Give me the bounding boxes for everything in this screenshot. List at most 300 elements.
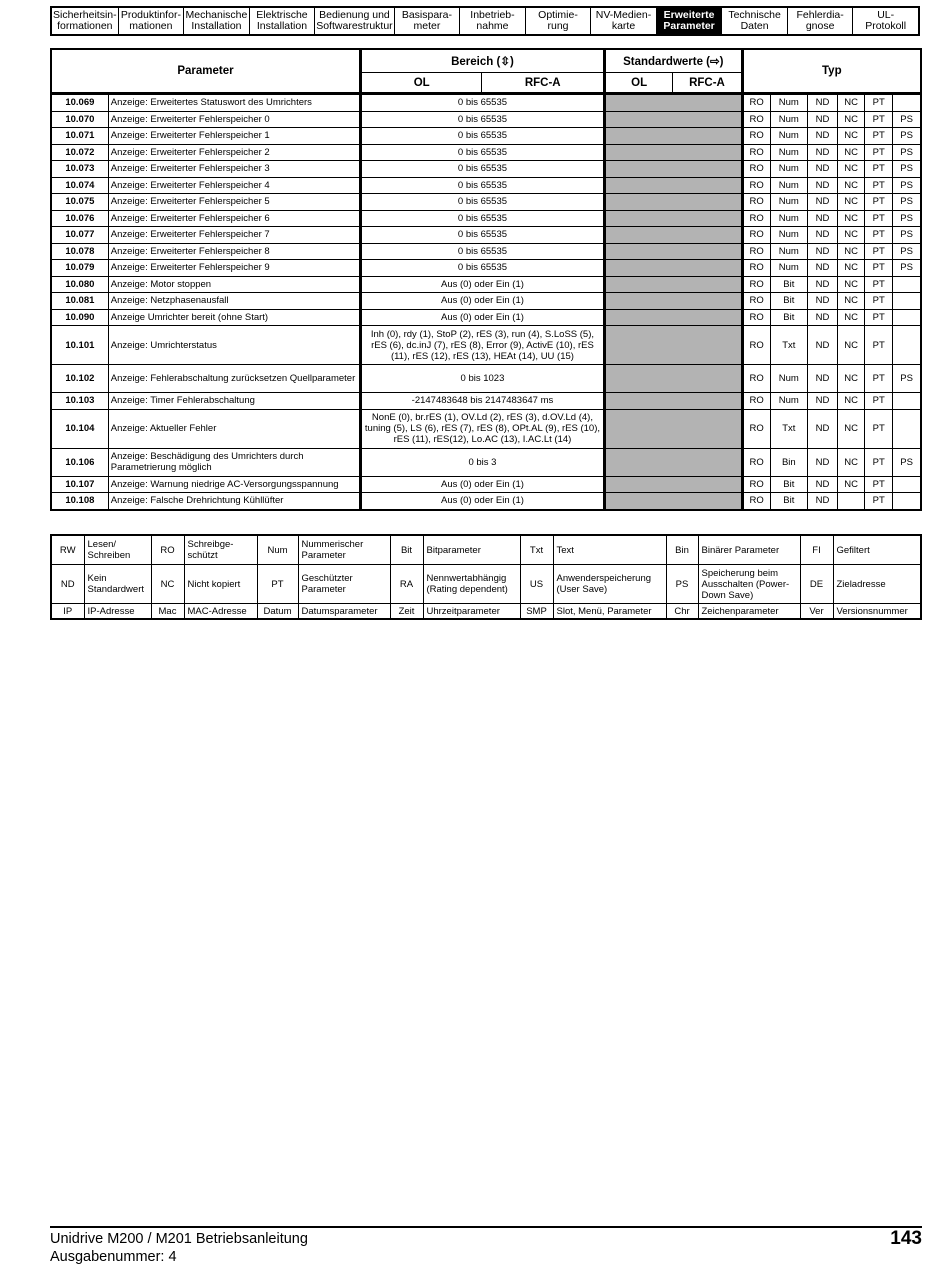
parameter-row bbox=[51, 448, 921, 476]
parameter-number: 10.077 bbox=[51, 227, 108, 244]
parameter-type: NC bbox=[838, 393, 865, 410]
parameter-type: RO bbox=[742, 448, 770, 476]
parameter-type: Num bbox=[770, 365, 807, 393]
parameter-type: RO bbox=[742, 210, 770, 227]
parameter-number: 10.073 bbox=[51, 161, 108, 178]
parameter-type: PT bbox=[865, 393, 893, 410]
parameter-description: Anzeige: Erweitertes Statuswort des Umrichters bbox=[108, 94, 360, 112]
parameter-default bbox=[605, 194, 743, 211]
parameter-type: RO bbox=[742, 243, 770, 260]
parameter-type: Txt bbox=[770, 409, 807, 448]
parameter-type: PT bbox=[865, 227, 893, 244]
parameter-description: Anzeige Umrichter bereit (ohne Start) bbox=[108, 309, 360, 326]
parameter-range: 0 bis 65535 bbox=[360, 128, 604, 145]
parameter-type: RO bbox=[742, 111, 770, 128]
parameter-type: Bit bbox=[770, 293, 807, 310]
legend-code: US bbox=[520, 565, 553, 604]
legend-row bbox=[51, 604, 921, 620]
legend-text: Slot, Menü, Parameter bbox=[553, 604, 666, 620]
parameter-type: ND bbox=[807, 128, 837, 145]
nav-tab[interactable]: Sicherheitsin- formationen bbox=[53, 8, 117, 32]
nav-tab[interactable]: Fehlerdia- gnose bbox=[788, 8, 854, 34]
parameter-type: Num bbox=[770, 144, 807, 161]
parameter-row bbox=[51, 177, 921, 194]
parameter-table bbox=[50, 48, 922, 511]
legend-text: Kein Standardwert bbox=[84, 565, 151, 604]
parameter-row bbox=[51, 128, 921, 145]
parameter-type: ND bbox=[807, 293, 837, 310]
nav-tab[interactable]: Produktinfor- mationen bbox=[119, 8, 185, 34]
parameter-default bbox=[605, 326, 743, 365]
legend-text: Bitparameter bbox=[423, 535, 520, 565]
parameter-type: ND bbox=[807, 326, 837, 365]
chapter-navigation bbox=[50, 6, 920, 36]
parameter-type: Num bbox=[770, 161, 807, 178]
parameter-type: NC bbox=[838, 177, 865, 194]
parameter-number: 10.102 bbox=[51, 365, 108, 393]
parameter-type: PT bbox=[865, 365, 893, 393]
parameter-type: PS bbox=[893, 161, 921, 178]
parameter-type: ND bbox=[807, 493, 837, 510]
parameter-type: RO bbox=[742, 194, 770, 211]
parameter-type: PT bbox=[865, 161, 893, 178]
parameter-number: 10.108 bbox=[51, 493, 108, 510]
footer-issue: Ausgabenummer: 4 bbox=[50, 1249, 177, 1265]
parameter-type: ND bbox=[807, 476, 837, 493]
parameter-row bbox=[51, 144, 921, 161]
parameter-type: RO bbox=[742, 161, 770, 178]
parameter-default bbox=[605, 161, 743, 178]
parameter-type: ND bbox=[807, 227, 837, 244]
parameter-row bbox=[51, 409, 921, 448]
legend-text: Binärer Parameter bbox=[698, 535, 800, 565]
parameter-type: ND bbox=[807, 144, 837, 161]
parameter-number: 10.071 bbox=[51, 128, 108, 145]
parameter-type: RO bbox=[742, 365, 770, 393]
legend-code: DE bbox=[800, 565, 833, 604]
parameter-type: RO bbox=[742, 144, 770, 161]
parameter-range: -2147483648 bis 2147483647 ms bbox=[360, 393, 604, 410]
parameter-type: PS bbox=[893, 448, 921, 476]
parameter-row bbox=[51, 161, 921, 178]
parameter-range: 0 bis 65535 bbox=[360, 144, 604, 161]
nav-tab[interactable]: Technische Daten bbox=[722, 8, 788, 34]
legend-text: Lesen/ Schreiben bbox=[84, 535, 151, 565]
parameter-description: Anzeige: Erweiterter Fehlerspeicher 4 bbox=[108, 177, 360, 194]
legend-text: Nummerischer Parameter bbox=[298, 535, 390, 565]
parameter-type bbox=[893, 293, 921, 310]
parameter-header: Parameter bbox=[51, 49, 360, 94]
parameter-type: RO bbox=[742, 326, 770, 365]
parameter-type: PT bbox=[865, 111, 893, 128]
parameter-type: PT bbox=[865, 476, 893, 493]
parameter-type bbox=[893, 409, 921, 448]
parameter-range: Aus (0) oder Ein (1) bbox=[360, 493, 604, 510]
parameter-type: RO bbox=[742, 309, 770, 326]
parameter-type: NC bbox=[838, 94, 865, 112]
parameter-description: Anzeige: Aktueller Fehler bbox=[108, 409, 360, 448]
legend-code: NC bbox=[151, 565, 184, 604]
parameter-default bbox=[605, 476, 743, 493]
legend-text: Gefiltert bbox=[833, 535, 921, 565]
type-header: Typ bbox=[742, 49, 921, 94]
parameter-row bbox=[51, 476, 921, 493]
legend-code: RA bbox=[390, 565, 423, 604]
parameter-default bbox=[605, 309, 743, 326]
parameter-type: Num bbox=[770, 393, 807, 410]
nav-tab[interactable]: UL- Protokoll bbox=[865, 8, 907, 32]
parameter-default bbox=[605, 448, 743, 476]
parameter-description: Anzeige: Erweiterter Fehlerspeicher 3 bbox=[108, 161, 360, 178]
parameter-type: PS bbox=[893, 144, 921, 161]
legend-text: Geschützter Parameter bbox=[298, 565, 390, 604]
parameter-description: Anzeige: Timer Fehlerabschaltung bbox=[108, 393, 360, 410]
parameter-type: Num bbox=[770, 227, 807, 244]
legend-code: Datum bbox=[257, 604, 298, 620]
parameter-range: 0 bis 65535 bbox=[360, 94, 604, 112]
parameter-type: ND bbox=[807, 365, 837, 393]
parameter-type: RO bbox=[742, 128, 770, 145]
legend-code: FI bbox=[800, 535, 833, 565]
parameter-type: NC bbox=[838, 111, 865, 128]
parameter-type: NC bbox=[838, 260, 865, 277]
parameter-type: PT bbox=[865, 94, 893, 112]
default-rfc-header: RFC-A bbox=[673, 73, 742, 94]
parameter-type: PT bbox=[865, 276, 893, 293]
parameter-default bbox=[605, 128, 743, 145]
parameter-type bbox=[893, 276, 921, 293]
legend-text: Zeichenparameter bbox=[698, 604, 800, 620]
parameter-number: 10.078 bbox=[51, 243, 108, 260]
parameter-range: 0 bis 65535 bbox=[360, 161, 604, 178]
parameter-description: Anzeige: Warnung niedrige AC-Versorgungsspannung bbox=[108, 476, 360, 493]
parameter-type: PT bbox=[865, 293, 893, 310]
parameter-row bbox=[51, 293, 921, 310]
parameter-default bbox=[605, 293, 743, 310]
range-header: Bereich (⇳) bbox=[360, 49, 604, 73]
parameter-type: PS bbox=[893, 194, 921, 211]
parameter-row bbox=[51, 393, 921, 410]
parameter-type: Bit bbox=[770, 493, 807, 510]
parameter-description: Anzeige: Umrichterstatus bbox=[108, 326, 360, 365]
parameter-type: PT bbox=[865, 326, 893, 365]
parameter-type: NC bbox=[838, 210, 865, 227]
legend-code: Bit bbox=[390, 535, 423, 565]
parameter-row bbox=[51, 111, 921, 128]
parameter-type bbox=[893, 393, 921, 410]
legend-text: Text bbox=[553, 535, 666, 565]
legend-code: IP bbox=[51, 604, 84, 620]
parameter-type: RO bbox=[742, 227, 770, 244]
nav-tab[interactable]: Bedienung und Softwarestruktur bbox=[316, 8, 393, 32]
parameter-type bbox=[893, 493, 921, 510]
parameter-type: ND bbox=[807, 94, 837, 112]
parameter-type: NC bbox=[838, 365, 865, 393]
parameter-type bbox=[893, 476, 921, 493]
parameter-default bbox=[605, 144, 743, 161]
parameter-range: NonE (0), br.rES (1), OV.Ld (2), rES (3), d.OV.Ld (4), tuning (5), LS (6), rES (7), rES (8), OPt.AL (9), rES (10), rES (11), rES(12), Lo.AC (13), I.AC.Lt (14) bbox=[360, 409, 604, 448]
parameter-default bbox=[605, 94, 743, 112]
parameter-type: Bit bbox=[770, 276, 807, 293]
parameter-type: ND bbox=[807, 409, 837, 448]
parameter-type: NC bbox=[838, 326, 865, 365]
parameter-type: RO bbox=[742, 177, 770, 194]
parameter-type: PS bbox=[893, 227, 921, 244]
parameter-type: NC bbox=[838, 476, 865, 493]
nav-tab[interactable]: Erweiterte Parameter bbox=[657, 8, 723, 34]
parameter-type: RO bbox=[742, 409, 770, 448]
parameter-type: NC bbox=[838, 448, 865, 476]
parameter-row bbox=[51, 260, 921, 277]
parameter-description: Anzeige: Beschädigung des Umrichters durch Parametrierung möglich bbox=[108, 448, 360, 476]
parameter-type: Num bbox=[770, 111, 807, 128]
parameter-type: PT bbox=[865, 210, 893, 227]
parameter-type: PT bbox=[865, 194, 893, 211]
parameter-range: 0 bis 65535 bbox=[360, 194, 604, 211]
defaults-header: Standardwerte (⇨) bbox=[605, 49, 743, 73]
nav-tab[interactable]: Inbetrieb- nahme bbox=[460, 8, 526, 34]
parameter-type: ND bbox=[807, 309, 837, 326]
parameter-type: NC bbox=[838, 243, 865, 260]
parameter-description: Anzeige: Falsche Drehrichtung Kühllüfter bbox=[108, 493, 360, 510]
parameter-type: Num bbox=[770, 260, 807, 277]
legend-text: Schreibge- schützt bbox=[184, 535, 257, 565]
parameter-type bbox=[893, 326, 921, 365]
parameter-number: 10.070 bbox=[51, 111, 108, 128]
legend-row bbox=[51, 535, 921, 565]
parameter-type: ND bbox=[807, 393, 837, 410]
parameter-number: 10.103 bbox=[51, 393, 108, 410]
parameter-type: PT bbox=[865, 309, 893, 326]
parameter-type: ND bbox=[807, 161, 837, 178]
parameter-type: PT bbox=[865, 493, 893, 510]
parameter-description: Anzeige: Erweiterter Fehlerspeicher 8 bbox=[108, 243, 360, 260]
parameter-number: 10.090 bbox=[51, 309, 108, 326]
legend-code: ND bbox=[51, 565, 84, 604]
parameter-type: NC bbox=[838, 144, 865, 161]
parameter-type: PT bbox=[865, 177, 893, 194]
legend-code: Ver bbox=[800, 604, 833, 620]
parameter-description: Anzeige: Erweiterter Fehlerspeicher 7 bbox=[108, 227, 360, 244]
parameter-type: Txt bbox=[770, 326, 807, 365]
parameter-range: Aus (0) oder Ein (1) bbox=[360, 476, 604, 493]
legend-code: PT bbox=[257, 565, 298, 604]
legend-code: RW bbox=[51, 535, 84, 565]
parameter-range: 0 bis 65535 bbox=[360, 243, 604, 260]
parameter-type: ND bbox=[807, 243, 837, 260]
parameter-default bbox=[605, 276, 743, 293]
range-rfc-header: RFC-A bbox=[482, 73, 605, 94]
parameter-range: Aus (0) oder Ein (1) bbox=[360, 309, 604, 326]
nav-tab[interactable]: NV-Medien- karte bbox=[591, 8, 657, 34]
legend-text: Speicherung beim Ausschalten (Power-Down Save) bbox=[698, 565, 800, 604]
legend-row bbox=[51, 565, 921, 604]
legend-code: PS bbox=[666, 565, 698, 604]
footer-title: Unidrive M200 / M201 Betriebsanleitung bbox=[50, 1231, 308, 1247]
legend-code: Txt bbox=[520, 535, 553, 565]
nav-tab[interactable]: Basispara- meter bbox=[395, 8, 461, 34]
default-ol-header: OL bbox=[605, 73, 673, 94]
parameter-range: 0 bis 65535 bbox=[360, 210, 604, 227]
parameter-type: Num bbox=[770, 210, 807, 227]
parameter-type: NC bbox=[838, 227, 865, 244]
parameter-row bbox=[51, 493, 921, 510]
parameter-description: Anzeige: Erweiterter Fehlerspeicher 6 bbox=[108, 210, 360, 227]
parameter-number: 10.079 bbox=[51, 260, 108, 277]
parameter-type: ND bbox=[807, 177, 837, 194]
parameter-number: 10.104 bbox=[51, 409, 108, 448]
parameter-type: PT bbox=[865, 260, 893, 277]
legend-text: Datumsparameter bbox=[298, 604, 390, 620]
nav-tab[interactable]: Mechanische Installation bbox=[184, 8, 250, 34]
page-number: 143 bbox=[890, 1228, 922, 1249]
legend-code: Mac bbox=[151, 604, 184, 620]
parameter-default bbox=[605, 111, 743, 128]
parameter-row bbox=[51, 365, 921, 393]
legend-code: Num bbox=[257, 535, 298, 565]
parameter-type: Bit bbox=[770, 309, 807, 326]
parameter-description: Anzeige: Fehlerabschaltung zurücksetzen Quellparameter bbox=[108, 365, 360, 393]
parameter-type: RO bbox=[742, 260, 770, 277]
parameter-description: Anzeige: Netzphasenausfall bbox=[108, 293, 360, 310]
parameter-row bbox=[51, 227, 921, 244]
parameter-number: 10.074 bbox=[51, 177, 108, 194]
parameter-description: Anzeige: Erweiterter Fehlerspeicher 2 bbox=[108, 144, 360, 161]
parameter-number: 10.080 bbox=[51, 276, 108, 293]
legend-text: IP-Adresse bbox=[84, 604, 151, 620]
parameter-type: PS bbox=[893, 210, 921, 227]
parameter-type: NC bbox=[838, 128, 865, 145]
parameter-default bbox=[605, 227, 743, 244]
parameter-type: ND bbox=[807, 260, 837, 277]
legend-text: Nicht kopiert bbox=[184, 565, 257, 604]
parameter-range: 0 bis 1023 bbox=[360, 365, 604, 393]
parameter-number: 10.101 bbox=[51, 326, 108, 365]
nav-tab[interactable]: Elektrische Installation bbox=[250, 8, 316, 34]
parameter-default bbox=[605, 393, 743, 410]
parameter-row bbox=[51, 326, 921, 365]
parameter-range: Inh (0), rdy (1), StoP (2), rES (3), run (4), S.LoSS (5), rES (6), dc.inJ (7), rES (8), Error (9), ActivE (10), rES (11), rES (12), rES (13), HEAt (14), UU (15) bbox=[360, 326, 604, 365]
parameter-row bbox=[51, 194, 921, 211]
parameter-type: Num bbox=[770, 243, 807, 260]
parameter-type: PT bbox=[865, 448, 893, 476]
parameter-type: PS bbox=[893, 260, 921, 277]
parameter-type bbox=[893, 94, 921, 112]
parameter-number: 10.069 bbox=[51, 94, 108, 112]
parameter-row bbox=[51, 243, 921, 260]
parameter-type: Bit bbox=[770, 476, 807, 493]
parameter-default bbox=[605, 409, 743, 448]
parameter-type: Num bbox=[770, 177, 807, 194]
parameter-row bbox=[51, 276, 921, 293]
parameter-number: 10.075 bbox=[51, 194, 108, 211]
parameter-description: Anzeige: Erweiterter Fehlerspeicher 1 bbox=[108, 128, 360, 145]
parameter-type bbox=[838, 493, 865, 510]
parameter-type: RO bbox=[742, 493, 770, 510]
range-ol-header: OL bbox=[360, 73, 482, 94]
parameter-default bbox=[605, 493, 743, 510]
legend-code: Zeit bbox=[390, 604, 423, 620]
parameter-type: Num bbox=[770, 94, 807, 112]
parameter-type: RO bbox=[742, 293, 770, 310]
parameter-default bbox=[605, 243, 743, 260]
parameter-type: PS bbox=[893, 365, 921, 393]
parameter-type: PS bbox=[893, 111, 921, 128]
legend-text: Uhrzeitparameter bbox=[423, 604, 520, 620]
parameter-type: NC bbox=[838, 293, 865, 310]
parameter-type: ND bbox=[807, 448, 837, 476]
parameter-range: Aus (0) oder Ein (1) bbox=[360, 276, 604, 293]
parameter-number: 10.076 bbox=[51, 210, 108, 227]
legend-code: RO bbox=[151, 535, 184, 565]
parameter-range: 0 bis 65535 bbox=[360, 260, 604, 277]
parameter-range: 0 bis 65535 bbox=[360, 177, 604, 194]
nav-tab[interactable]: Optimie- rung bbox=[526, 8, 592, 34]
parameter-type: RO bbox=[742, 476, 770, 493]
parameter-number: 10.107 bbox=[51, 476, 108, 493]
parameter-type: RO bbox=[742, 276, 770, 293]
legend-code: SMP bbox=[520, 604, 553, 620]
parameter-range: Aus (0) oder Ein (1) bbox=[360, 293, 604, 310]
parameter-row bbox=[51, 309, 921, 326]
legend-text: Anwenderspeicherung (User Save) bbox=[553, 565, 666, 604]
parameter-type: PS bbox=[893, 177, 921, 194]
parameter-number: 10.081 bbox=[51, 293, 108, 310]
parameter-default bbox=[605, 365, 743, 393]
legend-text: Versionsnummer bbox=[833, 604, 921, 620]
parameter-number: 10.106 bbox=[51, 448, 108, 476]
parameter-number: 10.072 bbox=[51, 144, 108, 161]
parameter-type: NC bbox=[838, 309, 865, 326]
parameter-default bbox=[605, 260, 743, 277]
parameter-type: NC bbox=[838, 276, 865, 293]
parameter-type: RO bbox=[742, 393, 770, 410]
parameter-type: NC bbox=[838, 194, 865, 211]
parameter-description: Anzeige: Erweiterter Fehlerspeicher 5 bbox=[108, 194, 360, 211]
parameter-type: ND bbox=[807, 276, 837, 293]
parameter-type bbox=[893, 309, 921, 326]
legend-text: Zieladresse bbox=[833, 565, 921, 604]
parameter-type: PT bbox=[865, 128, 893, 145]
parameter-row bbox=[51, 210, 921, 227]
parameter-type: PT bbox=[865, 243, 893, 260]
parameter-type: PT bbox=[865, 144, 893, 161]
parameter-type: PS bbox=[893, 243, 921, 260]
legend-code: Bin bbox=[666, 535, 698, 565]
legend-code: Chr bbox=[666, 604, 698, 620]
parameter-type: ND bbox=[807, 210, 837, 227]
parameter-default bbox=[605, 210, 743, 227]
parameter-description: Anzeige: Erweiterter Fehlerspeicher 9 bbox=[108, 260, 360, 277]
parameter-type: RO bbox=[742, 94, 770, 112]
parameter-range: 0 bis 65535 bbox=[360, 111, 604, 128]
parameter-row bbox=[51, 94, 921, 112]
parameter-type: ND bbox=[807, 194, 837, 211]
parameter-range: 0 bis 65535 bbox=[360, 227, 604, 244]
parameter-default bbox=[605, 177, 743, 194]
parameter-type: Num bbox=[770, 128, 807, 145]
parameter-type: PS bbox=[893, 128, 921, 145]
legend-text: MAC-Adresse bbox=[184, 604, 257, 620]
parameter-type: PT bbox=[865, 409, 893, 448]
footer-rule bbox=[50, 1226, 922, 1228]
parameter-type: ND bbox=[807, 111, 837, 128]
parameter-type: Num bbox=[770, 194, 807, 211]
parameter-type: Bin bbox=[770, 448, 807, 476]
parameter-description: Anzeige: Erweiterter Fehlerspeicher 0 bbox=[108, 111, 360, 128]
legend-table bbox=[50, 534, 922, 620]
parameter-type: NC bbox=[838, 161, 865, 178]
